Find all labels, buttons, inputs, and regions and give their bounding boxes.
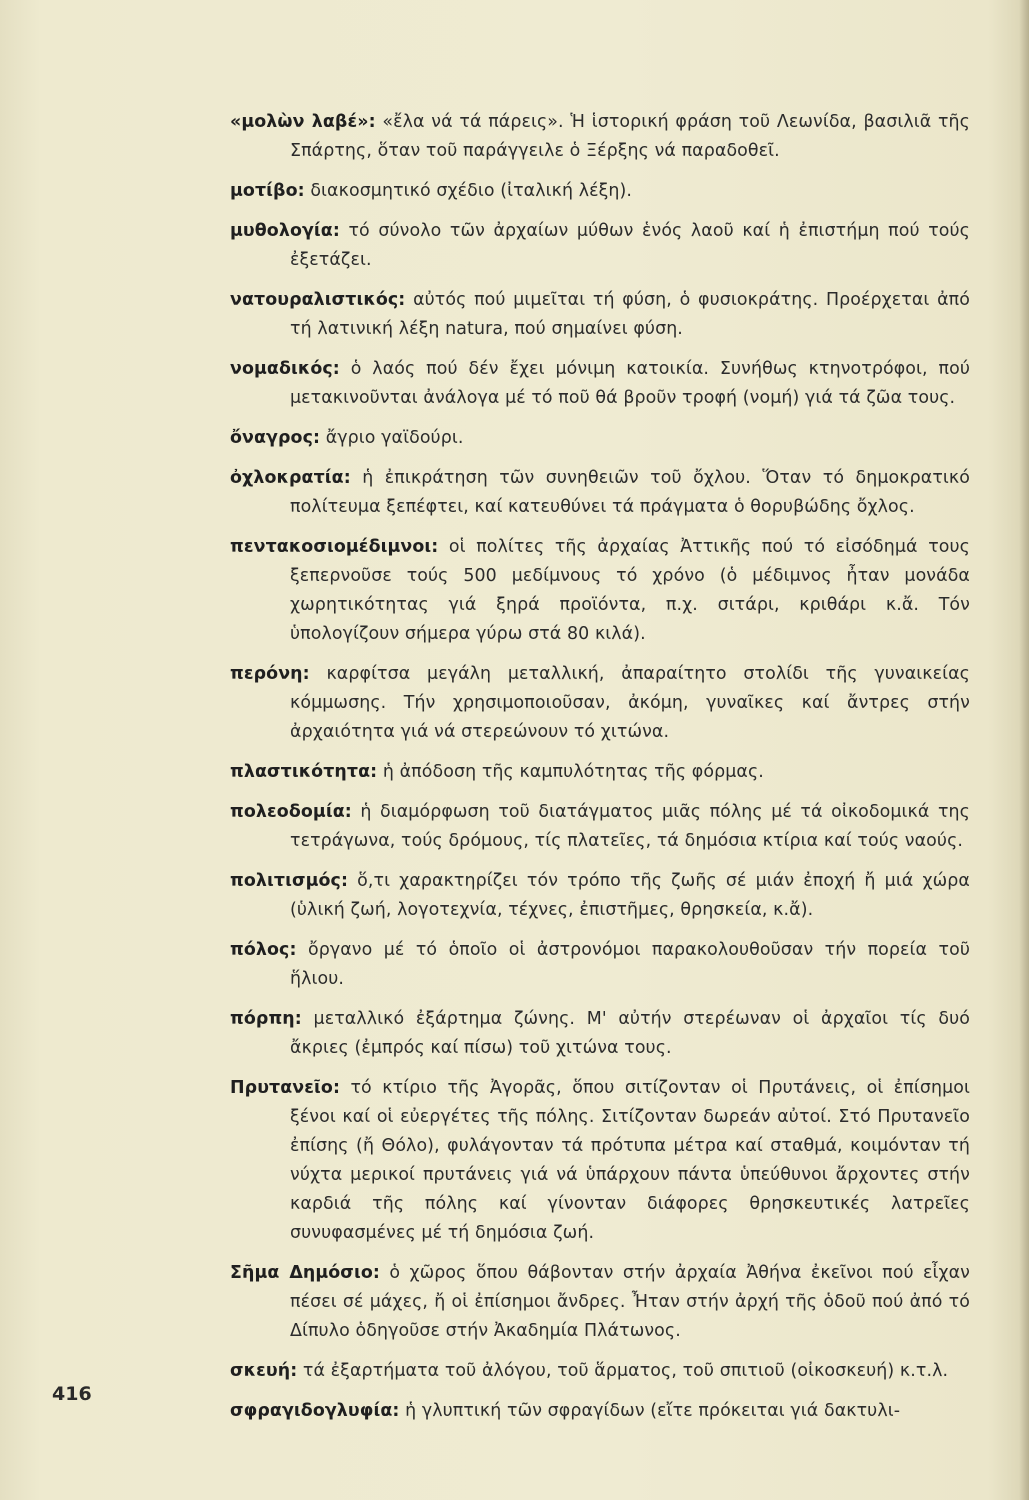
glossary-entry (230, 464, 970, 522)
glossary-entry (230, 758, 970, 787)
glossary-definition: ὄργανο μέ τό ὁποῖο οἱ ἀστρονόμοι παρακολουθοῦσαν τήν πορεία τοῦ ἥλιου. (290, 940, 970, 989)
glossary-definition: καρφίτσα μεγάλη μεταλλική, ἀπαραίτητο στολίδι τῆς γυναικείας κόμμωσης. Τήν χρησιμοποιοῦσαν, ἀκόμη, γυναῖκες καί ἄντρες στήν ἀρχαιότητα γιά νά στερεώνουν τό χιτώνα. (290, 664, 970, 742)
glossary-list (230, 108, 970, 1437)
glossary-term: πόρπη: (230, 1009, 302, 1029)
glossary-term: Πρυτανεῖο: (230, 1078, 340, 1098)
glossary-term: πλαστικότητα: (230, 762, 378, 782)
glossary-term: περόνη: (230, 664, 310, 684)
glossary-term: νατουραλιστικός: (230, 290, 406, 310)
glossary-definition: ὁ λαός πού δέν ἔχει μόνιμη κατοικία. Συνήθως κτηνοτρόφοι, πού μετακινοῦνται ἀνάλογα μέ τό ποῦ θά βροῦν τροφή (νομή) γιά τά ζῶα τους. (290, 359, 970, 408)
glossary-definition: μεταλλικό ἐξάρτημα ζώνης. Μ' αὐτήν στερέωναν οἱ ἀρχαῖοι τίς δυό ἄκριες (ἐμπρός καί πίσω) τοῦ χιτώνα τους. (290, 1009, 970, 1058)
glossary-entry (230, 217, 970, 275)
glossary-definition: ἡ ἐπικράτηση τῶν συνηθειῶν τοῦ ὄχλου. Ὅταν τό δημοκρατικό πολίτευμα ξεπέφτει, καί κατευθύνει τά πράγματα ὁ θορυβώδης ὄχλος. (290, 468, 970, 517)
glossary-definition: τό σύνολο τῶν ἀρχαίων μύθων ἑνός λαοῦ καί ἡ ἐπιστήμη πού τούς ἐξετάζει. (290, 221, 970, 270)
glossary-term: πεντακοσιομέδιμνοι: (230, 537, 439, 557)
glossary-term: σφραγιδογλυφία: (230, 1401, 400, 1421)
glossary-term: μυθολογία: (230, 221, 340, 241)
glossary-definition: τά ἐξαρτήματα τοῦ ἀλόγου, τοῦ ἅρματος, τοῦ σπιτιοῦ (οἰκοσκευή) κ.τ.λ. (302, 1361, 949, 1381)
glossary-entry (230, 108, 970, 166)
glossary-term: νομαδικός: (230, 359, 340, 379)
glossary-definition: τό κτίριο τῆς Ἀγορᾶς, ὅπου σιτίζονταν οἱ Πρυτάνεις, οἱ ἐπίσημοι ξένοι καί οἱ εὐεργέτες τῆς πόλης. Σιτίζονταν δωρεάν αὐτοί. Στό Πρυτανεῖο ἐπίσης (ἤ Θόλο), φυλάγονταν τά πρότυπα μέτρα καί σταθμά, κοιμόνταν τή νύχτα μερικοί πρυτάνεις γιά νά ὑπάρχουν πάντα ὑπεύθυνοι ἄρχοντες στήν καρδιά τῆς πόλης καί γίνονταν διάφορες θρησκευτικές λατρεῖες συνυφασμένες μέ τή δημόσια ζωή. (290, 1078, 970, 1243)
glossary-entry (230, 1259, 970, 1346)
glossary-term: ὄναγρος: (230, 428, 321, 448)
glossary-entry (230, 424, 970, 453)
glossary-definition: ἄγριο γαϊδούρι. (325, 428, 464, 448)
page-number: 416 (52, 1383, 92, 1405)
glossary-entry (230, 936, 970, 994)
glossary-definition: «ἔλα νά τά πάρεις». Ἡ ἱστορική φράση τοῦ Λεωνίδα, βασιλιᾶ τῆς Σπάρτης, ὅταν τοῦ παράγγειλε ὁ Ξέρξης νά παραδοθεῖ. (290, 112, 970, 161)
glossary-entry (230, 177, 970, 206)
glossary-term: ὀχλοκρατία: (230, 468, 351, 488)
page-edge-shadow (1019, 0, 1029, 1500)
glossary-definition: οἱ πολίτες τῆς ἀρχαίας Ἀττικῆς πού τό εἰσόδημά τους ξεπερνοῦσε τούς 500 μεδίμνους τό χρόνο (ὁ μέδιμνος ἦταν μονάδα χωρητικότητας γιά ξηρά προϊόντα, π.χ. σιτάρι, κριθάρι κ.ἄ. Τόν ὑπολογίζουν σήμερα γύρω στά 80 κιλά). (290, 537, 970, 644)
glossary-entry (230, 286, 970, 344)
glossary-term: σκευή: (230, 1361, 298, 1381)
glossary-term: «μολὼν λαβέ»: (230, 112, 376, 132)
glossary-entry (230, 867, 970, 925)
glossary-entry (230, 1074, 970, 1248)
glossary-entry (230, 1005, 970, 1063)
glossary-definition: ὁ χῶρος ὅπου θάβονταν στήν ἀρχαία Ἀθήνα ἐκεῖνοι πού εἶχαν πέσει σέ μάχες, ἤ οἱ ἐπίσημοι ἄνδρες. Ἦταν στήν ἀρχή τῆς ὁδοῦ πού ἀπό τό Δίπυλο ὁδηγοῦσε στήν Ἀκαδημία Πλάτωνος. (290, 1263, 971, 1341)
glossary-definition: διακοσμητικό σχέδιο (ἰταλική λέξη). (310, 181, 633, 201)
glossary-entry (230, 1397, 970, 1426)
glossary-entry (230, 1357, 970, 1386)
glossary-entry (230, 798, 970, 856)
glossary-term: μοτίβο: (230, 181, 305, 201)
glossary-entry (230, 660, 970, 747)
glossary-term: πόλος: (230, 940, 297, 960)
glossary-definition: ὅ,τι χαρακτηρίζει τόν τρόπο τῆς ζωῆς σέ μιάν ἐποχή ἤ μιά χώρα (ὑλική ζωή, λογοτεχνία, τέχνες, ἐπιστῆμες, θρησκεία, κ.ἄ). (290, 871, 970, 920)
glossary-term: πολεοδομία: (230, 802, 352, 822)
glossary-entry (230, 533, 970, 649)
glossary-definition: ἡ ἀπόδοση τῆς καμπυλότητας τῆς φόρμας. (382, 762, 764, 782)
glossary-definition: ἡ γλυπτική τῶν σφραγίδων (εἴτε πρόκειται γιά δακτυλι- (405, 1401, 901, 1421)
glossary-entry (230, 355, 970, 413)
glossary-term: πολιτισμός: (230, 871, 349, 891)
glossary-definition: αὐτός πού μιμεῖται τή φύση, ὁ φυσιοκράτης. Προέρχεται ἀπό τή λατινική λέξη natura, πού σημαίνει φύση. (290, 290, 970, 339)
glossary-term: Σῆμα Δημόσιο: (230, 1263, 380, 1283)
glossary-definition: ἡ διαμόρφωση τοῦ διατάγματος μιᾶς πόλης μέ τά οἰκοδομικά της τετράγωνα, τούς δρόμους, τίς πλατεῖες, τά δημόσια κτίρια καί τούς ναούς. (290, 802, 970, 851)
